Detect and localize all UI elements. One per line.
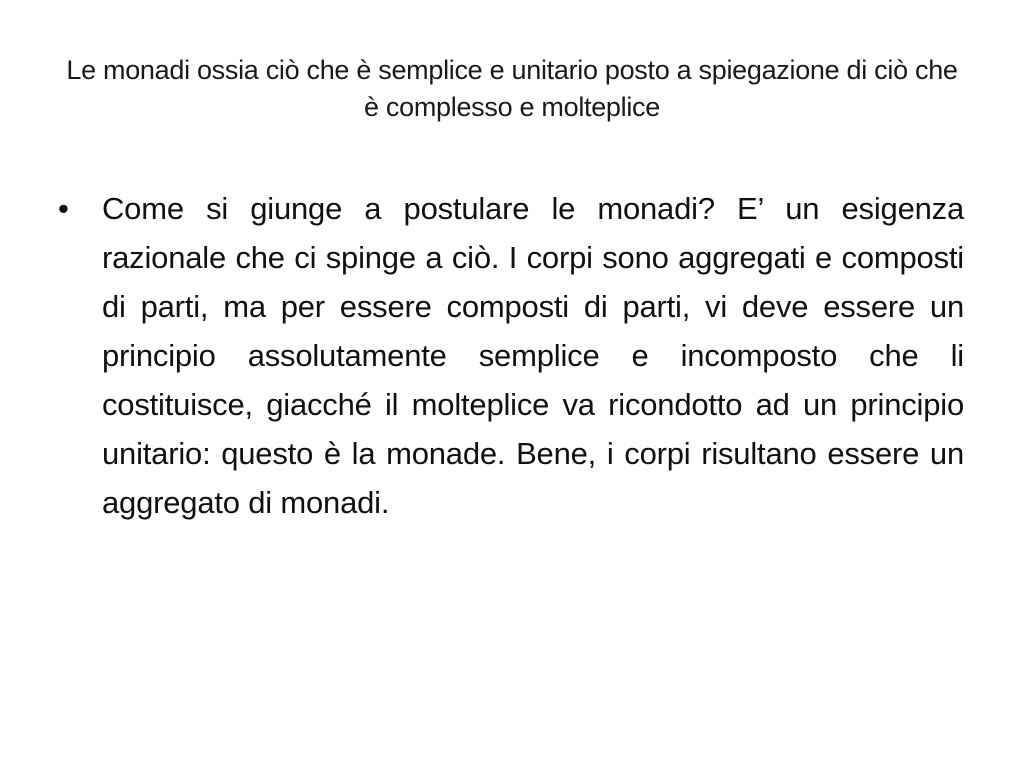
bullet-text: Come si giunge a postulare le monadi? E’ un esigenza razionale che ci spinge a ciò. I corpi sono aggregati e composti di parti, ma per essere composti di parti, vi deve essere un principio assolutamente semplice e incomposto che li costituisce, giacché il molteplice va ricondotto ad un principio unitario: questo è la monade. Bene, i corpi risultano essere un aggregato di monadi. [102, 191, 964, 520]
bullet-marker: • [58, 191, 69, 226]
bullet-list [58, 184, 964, 527]
bullet-item [58, 184, 964, 527]
slide-title: Le monadi ossia ciò che è semplice e unitario posto a spiegazione di ciò che è complesso e molteplice [66, 55, 958, 122]
